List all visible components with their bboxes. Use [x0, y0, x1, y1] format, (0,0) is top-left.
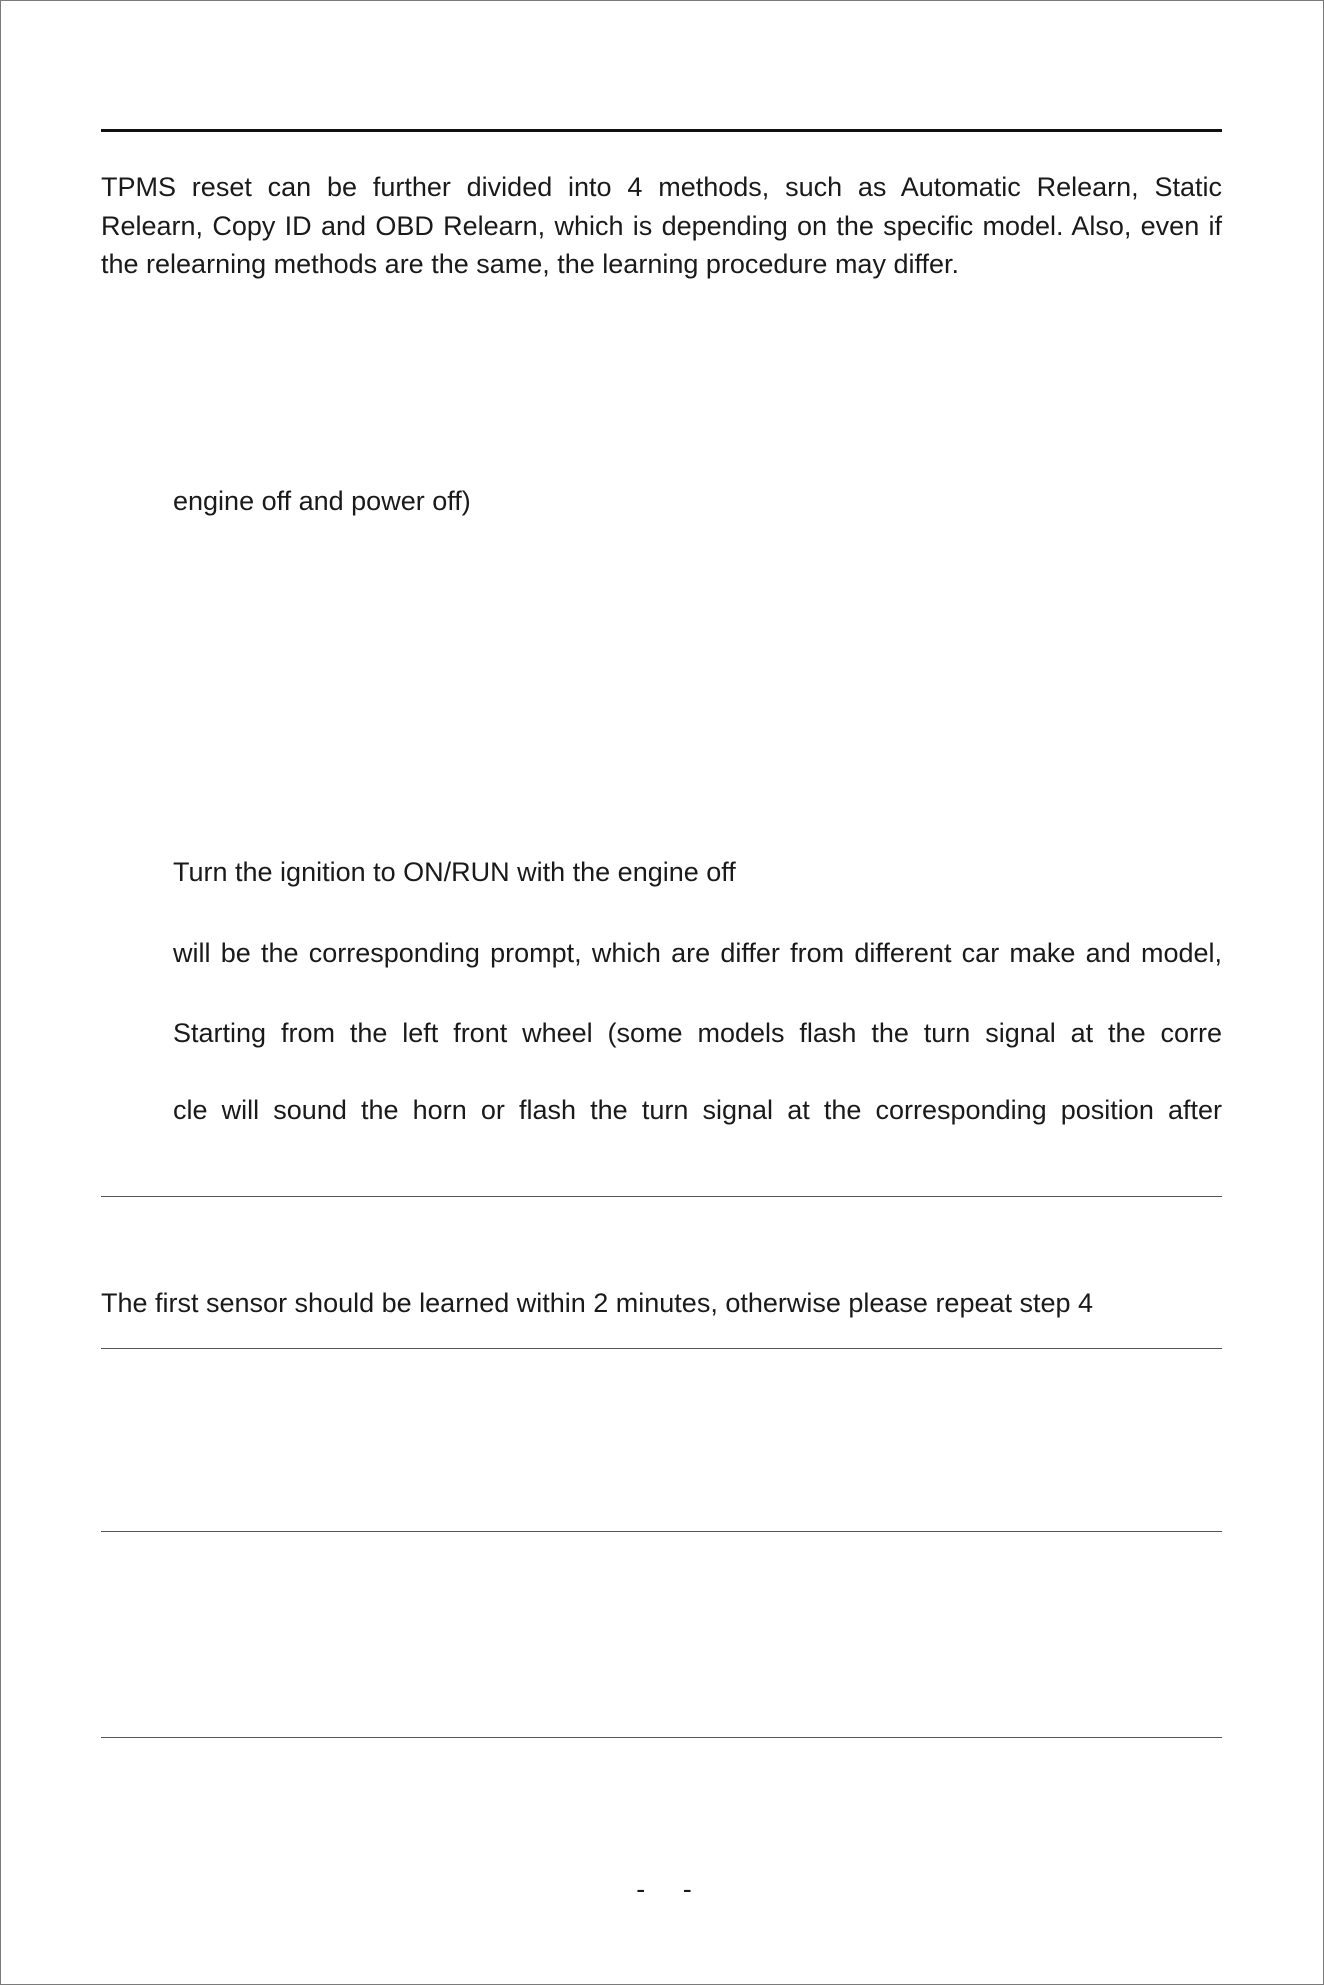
note-bottom-divider	[101, 1348, 1222, 1349]
note-top-divider	[101, 1196, 1222, 1197]
page-number: - -	[636, 1874, 692, 1904]
step-text-prompt: will be the corresponding prompt, which are differ from different car make and model,	[173, 938, 1222, 968]
note-text: The first sensor should be learned within 2 minutes, otherwise please repeat step 4	[101, 1288, 1094, 1318]
top-divider	[101, 129, 1222, 132]
intro-paragraph: TPMS reset can be further divided into 4 methods, such as Automatic Relearn, Static Relearn, Copy ID and OBD Relearn, which is depending on the specific model. Also, even if the relearning methods are the same, the learning procedure may differ.	[101, 172, 1222, 279]
step-text-ignition: Turn the ignition to ON/RUN with the engine off	[173, 857, 736, 887]
step-text-power-off: engine off and power off)	[173, 486, 471, 516]
section-divider	[101, 1737, 1222, 1738]
section-divider	[101, 1531, 1222, 1532]
step-text-horn-signal: cle will sound the horn or flash the turn signal at the corresponding position after	[173, 1095, 1222, 1125]
step-text-left-front-wheel: Starting from the left front wheel (some models flash the turn signal at the corre	[173, 1018, 1222, 1048]
